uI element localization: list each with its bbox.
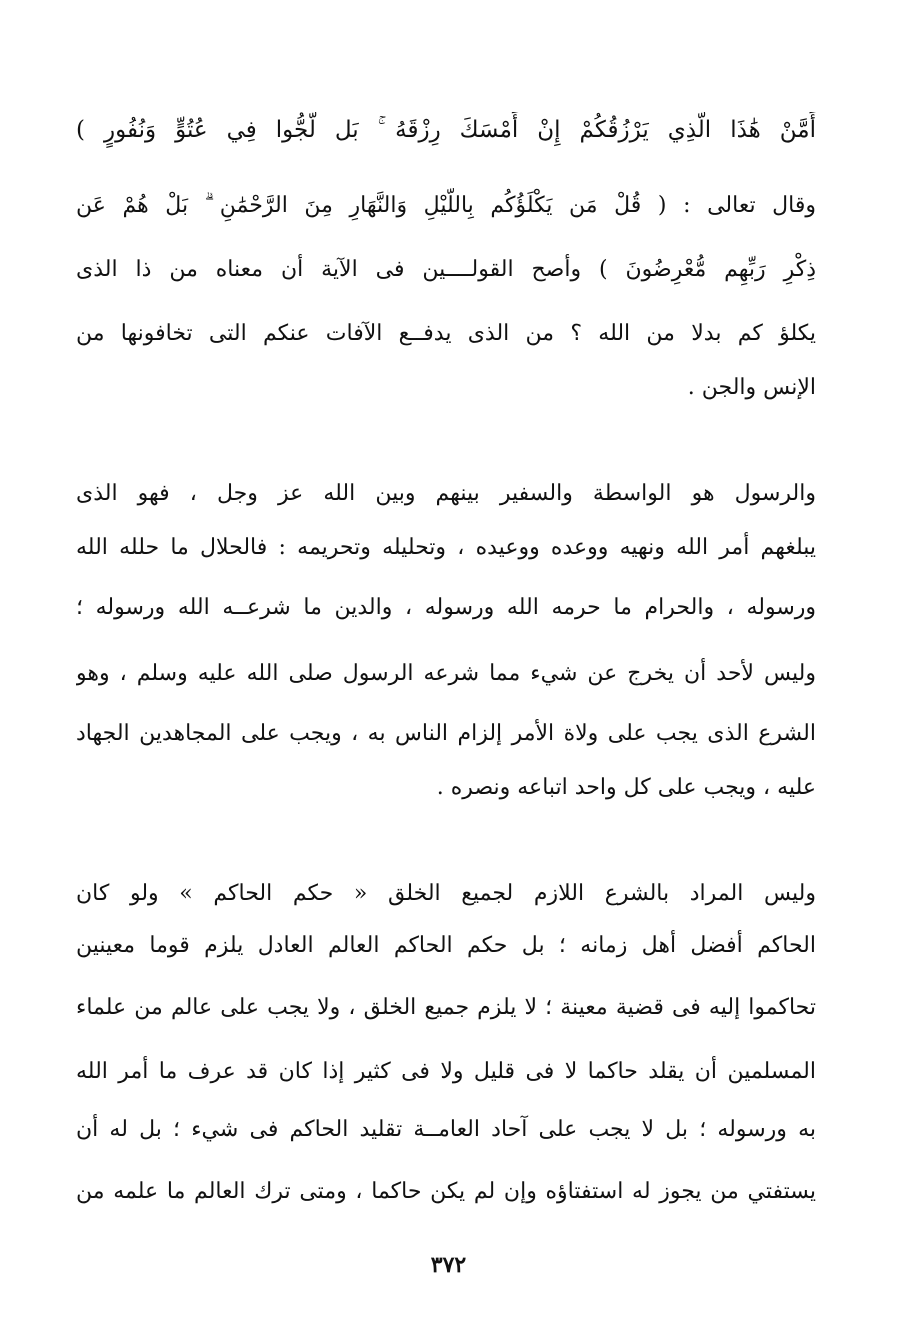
text-line: الحاكم أفضل أهل زمانه ؛ بل حكم الحاكم العالم العادل يلزم قوما معينين — [76, 933, 816, 958]
text-line: وليس المراد بالشرع اللازم لجميع الخلق « حكم الحاكم » ولو كان — [76, 881, 816, 906]
text-line: تحاكموا إليه فى قضية معينة ؛ لا يلزم جميع الخلق ، ولا يجب على عالم من علماء — [76, 995, 816, 1020]
page-number: ٣٧٢ — [430, 1252, 467, 1278]
text-line: وقال تعالى : ( قُلْ مَن يَكْلَؤُكُم بِاللَّيْلِ وَالنَّهَارِ مِنَ الرَّحْمَٰنِ ۗ بَلْ هُمْ عَن — [76, 193, 816, 218]
text-line: عليه ، ويجب على كل واحد اتباعه ونصره . — [436, 775, 816, 800]
text-line: يبلغهم أمر الله ونهيه ووعده ووعيده ، وتحليله وتحريمه : فالحلال ما حلله الله — [76, 535, 816, 560]
text-line: الشرع الذى يجب على ولاة الأمر إلزام الناس به ، ويجب على المجاهدين الجهاد — [76, 721, 816, 746]
text-line: يستفتي من يجوز له استفتاؤه وإن لم يكن حاكما ، ومتى ترك العالم ما علمه من — [76, 1179, 816, 1204]
text-line: المسلمين أن يقلد حاكما لا فى قليل ولا فى كثير إذا كان قد عرف ما أمر الله — [76, 1059, 816, 1084]
text-line: ورسوله ، والحرام ما حرمه الله ورسوله ، والدين ما شرعــه الله ورسوله ؛ — [76, 595, 816, 620]
text-line: والرسول هو الواسطة والسفير بينهم وبين الله عز وجل ، فهو الذى — [76, 481, 816, 506]
text-line: يكلؤ كم بدلا من الله ؟ من الذى يدفــع الآفات عنكم التى تخافونها من — [76, 321, 816, 346]
text-line: أَمَّنْ هَٰذَا الَّذِي يَرْزُقُكُمْ إِنْ أَمْسَكَ رِزْقَهُ ۚ بَل لَّجُّوا فِي عُتُوٍّ وَنُفُورٍ ) — [76, 117, 816, 143]
text-line: به ورسوله ؛ بل لا يجب على آحاد العامــة تقليد الحاكم فى شيء ؛ بل له أن — [76, 1117, 816, 1142]
text-line: الإنس والجن . — [687, 375, 816, 400]
text-line: ذِكْرِ رَبِّهِم مُّعْرِضُونَ ) وأصح القولــــين فى الآية أن معناه من ذا الذى — [76, 257, 816, 282]
text-line: وليس لأحد أن يخرج عن شيء مما شرعه الرسول صلى الله عليه وسلم ، وهو — [76, 661, 816, 686]
